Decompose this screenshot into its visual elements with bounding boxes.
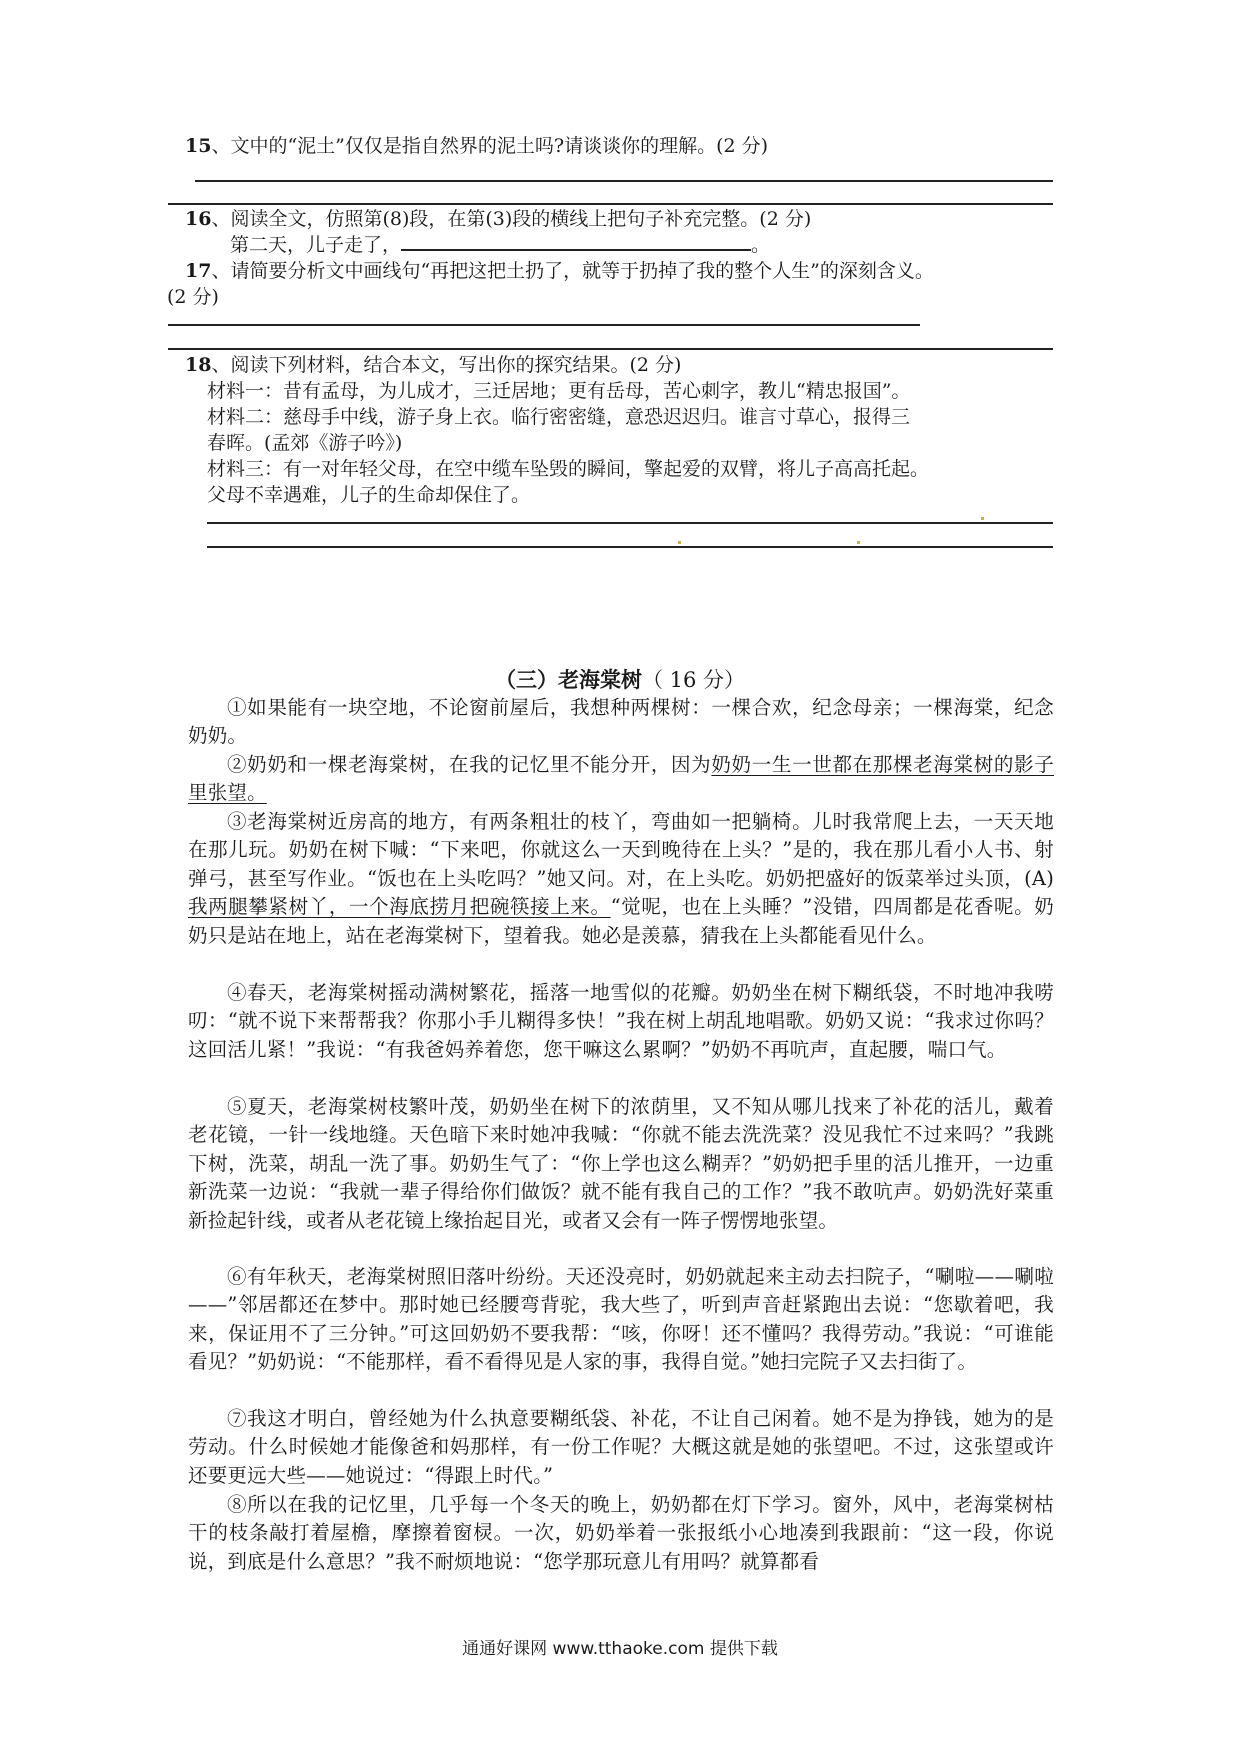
question-text: 、阅读全文，仿照第(8)段，在第(3)段的横线上把句子补充完整。(2 分) — [211, 208, 812, 230]
fill-blank[interactable] — [401, 231, 751, 251]
underlined-sentence-a: 我两腿攀紧树丫，一个海底捞月把碗筷接上来。 — [188, 895, 611, 919]
question-number: 18 — [185, 354, 212, 376]
page-footer: 通通好课网 www.tthaoke.com 提供下载 — [462, 1639, 778, 1659]
paragraph-3 — [188, 808, 1054, 950]
paragraph-5: ⑤夏天，老海棠树枝繁叶茂，奶奶坐在树下的浓荫里，又不知从哪儿找来了补花的活儿，戴着老花镜，一针一线地缝。天色暗下来时她冲我喊：“你就不能去洗洗菜？没见我忙不过来吗？”我跳下树，洗菜，胡乱一洗了事。奶奶生气了：“你上学也这么糊弄？”奶奶把手里的活儿推开，一边重新洗菜一边说：“我就一辈子得给你们做饭？就不能有我自己的工作？”我不敢吭声。奶奶洗好菜重新捡起针线，或者从老花镜上缘抬起目光，或者又会有一阵子愣愣地张望。 — [188, 1095, 1054, 1232]
question-15 — [185, 132, 1055, 160]
question-16 — [185, 205, 1055, 233]
material-3-line1: 材料三：有一对年轻父母，在空中缆车坠毁的瞬间，擎起爱的双臂，将儿子高高托起。 — [207, 458, 930, 480]
section-title-text: （三）老海棠树 — [494, 667, 642, 692]
question-text: 、阅读下列材料，结合本文，写出你的探究结果。(2 分) — [211, 354, 682, 376]
material-2-line1: 材料二：慈母手中线，游子身上衣。临行密密缝，意恐迟迟归。谁言寸草心，报得三 — [207, 406, 911, 428]
question-text: 、文中的“泥土”仅仅是指自然界的泥土吗?请谈谈你的理解。(2 分) — [211, 135, 769, 157]
speck — [857, 541, 860, 544]
answer-line[interactable] — [168, 348, 1053, 350]
fill-prefix: 第二天，儿子走了， — [230, 234, 402, 256]
answer-line[interactable] — [207, 546, 1053, 548]
question-text: 、请简要分析文中画线句“再把这把土扔了，就等于扔掉了我的整个人生”的深刻含义。 — [211, 260, 934, 282]
paragraph-3-text-end: “觉呢，也在上头睡？”没错，四周都是花香呢。奶奶只是站在地上，站在老海棠树下，望着我。她必是羡慕，猜我在上头都能看见什么。 — [188, 895, 1055, 947]
question-17-score — [167, 283, 1037, 311]
question-16-fill — [230, 231, 1060, 259]
answer-line[interactable] — [207, 522, 1053, 524]
paragraph-7: ⑦我这才明白，曾经她为什么执意要糊纸袋、补花，不让自己闲着。她不是为挣钱，她为的是劳动。什么时候她才能像爸和妈那样，有一份工作呢？大概这就是她的张望吧。不过，这张望或许还要更远大些——她说过：“得跟上时代。” — [188, 1407, 1054, 1487]
material-1: 材料一：昔有孟母，为儿成才，三迁居地；更有岳母，苦心刺字，教儿“精忠报国”。 — [207, 380, 911, 402]
question-18 — [185, 351, 1055, 379]
underlined-sentence: 奶奶一生一世都在那棵老海棠树的影子里张望。 — [188, 753, 1054, 805]
question-17 — [185, 257, 1055, 285]
paragraph-2-text: ②奶奶和一棵老海棠树，在我的记忆里不能分开，因为 — [227, 753, 712, 776]
section-score: （ 16 分） — [641, 668, 746, 692]
section-title — [0, 665, 1240, 695]
question-number: 16 — [185, 208, 212, 230]
paragraph-3-text: ③老海棠树近房高的地方，有两条粗壮的枝丫，弯曲如一把躺椅。儿时我常爬上去，一天天地在那儿玩。奶奶在树下喊：“下来吧，你就这么一天到晚待在上头？”是的，我在那儿看小人书、射弹弓，甚至写作业。“饭也在上头吃吗？”她又问。对，在上头吃。奶奶把盛好的饭菜举过头顶，(A) — [188, 810, 1054, 890]
paragraph-8: ⑧所以在我的记忆里，几乎每一个冬天的晚上，奶奶都在灯下学习。窗外，风中，老海棠树枯干的枝条敲打着屋檐，摩擦着窗棂。一次，奶奶举着一张报纸小心地凑到我跟前：“这一段，你说说，到底是什么意思？”我不耐烦地说：“您学那玩意儿有用吗？就算都看 — [188, 1493, 1054, 1573]
score: (2 分) — [167, 286, 219, 308]
question-number: 17 — [185, 260, 212, 282]
paragraph-2 — [188, 751, 1054, 808]
paragraph-4: ④春天，老海棠树摇动满树繁花，摇落一地雪似的花瓣。奶奶坐在树下糊纸袋，不时地冲我唠叨：“就不说下来帮帮我？你那小手儿糊得多快！”我在树上胡乱地唱歌。奶奶又说：“我求过你吗？这回活儿紧！”我说：“有我爸妈养着您，您干嘛这么累啊？”奶奶不再吭声，直起腰，喘口气。 — [188, 981, 1054, 1061]
answer-line[interactable] — [195, 180, 1053, 182]
fill-suffix: 。 — [751, 234, 771, 256]
material-3-line2: 父母不幸遇难，儿子的生命却保住了。 — [207, 484, 531, 506]
paragraph-6: ⑥有年秋天，老海棠树照旧落叶纷纷。天还没亮时，奶奶就起来主动去扫院子，“唰啦——唰啦——”邻居都还在梦中。那时她已经腰弯背驼，我大些了，听到声音赶紧跑出去说：“您歇着吧，我来，保证用不了三分钟。”可这回奶奶不要我帮：“咳，你呀！还不懂吗？我得劳动。”我说：“可谁能看见？”奶奶说：“不能那样，看不看得见是人家的事，我得自觉。”她扫完院子又去扫街了。 — [188, 1265, 1054, 1374]
answer-line[interactable] — [168, 324, 920, 326]
question-number: 15 — [185, 135, 212, 157]
paragraph-1: ①如果能有一块空地，不论窗前屋后，我想种两棵树：一棵合欢，纪念母亲；一棵海棠，纪念奶奶。 — [188, 696, 1054, 748]
speck — [678, 541, 681, 544]
speck — [981, 517, 984, 520]
material-2-line2: 春晖。(孟郊《游子吟》) — [207, 432, 403, 454]
